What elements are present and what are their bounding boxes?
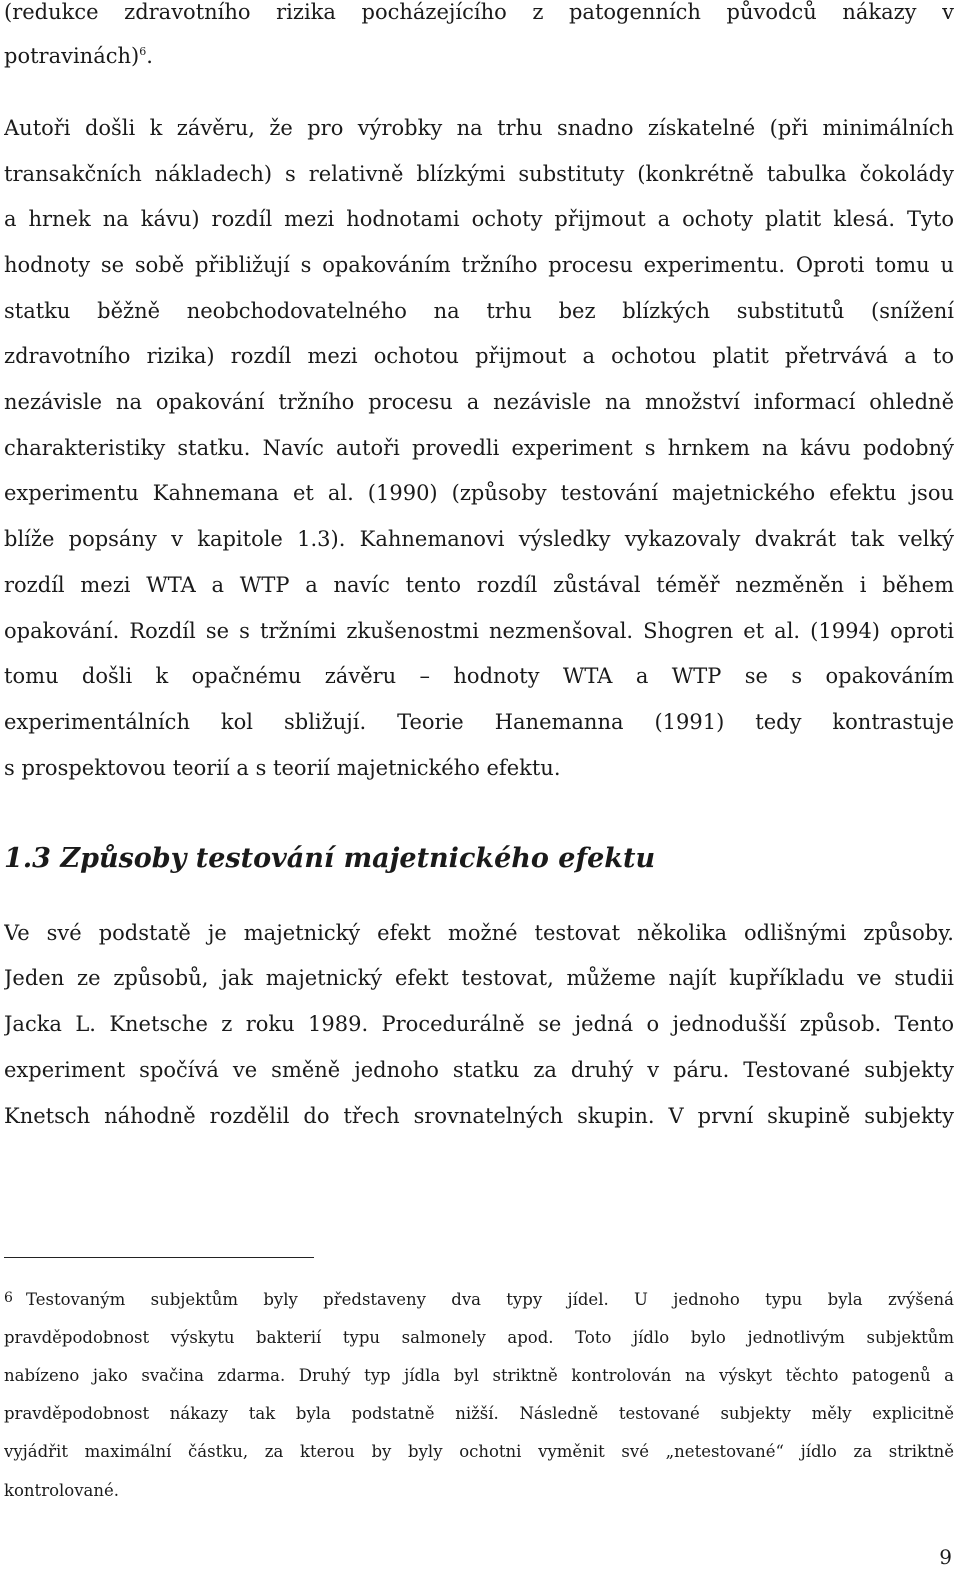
section-line: experiment spočívá ve směně jednoho statku za druhý v páru. Testované subjekty	[4, 1058, 954, 1082]
body-line: experimentu Kahnemana et al. (1990) (způsoby testování majetnického efektu jsou	[4, 481, 954, 505]
footnote-line	[4, 1290, 954, 1309]
body-line	[4, 44, 954, 68]
section-heading: 1.3 Způsoby testování majetnického efektu	[4, 843, 656, 874]
footnote-line: kontrolované.	[4, 1481, 120, 1500]
page-number: 9	[939, 1545, 952, 1569]
footnote-line: nabízeno jako svačina zdarma. Druhý typ jídla byl striktně kontrolován na výskyt těchto patogenů a	[4, 1366, 954, 1385]
section-line: Ve své podstatě je majetnický efekt možné testovat několika odlišnými způsoby.	[4, 921, 954, 945]
body-line: transakčních nákladech) s relativně blízkými substituty (konkrétně tabulka čokolády	[4, 162, 954, 186]
section-line: Jacka L. Knetsche z roku 1989. Procedurálně se jedná o jednodušší způsob. Tento	[4, 1012, 954, 1036]
body-line: rozdíl mezi WTA a WTP a navíc tento rozdíl zůstával téměř nezměněn i během	[4, 573, 954, 597]
body-line: experimentálních kol sbližují. Teorie Hanemanna (1991) tedy kontrastuje	[4, 710, 954, 734]
body-line: zdravotního rizika) rozdíl mezi ochotou přijmout a ochotou platit přetrvává a to	[4, 344, 954, 368]
body-line: s prospektovou teorií a s teorií majetnického efektu.	[4, 756, 561, 780]
footnote-line: pravděpodobnost výskytu bakterií typu salmonely apod. Toto jídlo bylo jednotlivým subjektům	[4, 1328, 954, 1347]
body-line-suffix: .	[146, 44, 153, 68]
footnote-separator	[4, 1257, 314, 1258]
footnote-line: pravděpodobnost nákazy tak byla podstatně nižší. Následně testované subjekty měly explicitně	[4, 1404, 954, 1423]
section-line: Knetsch náhodně rozdělil do třech srovnatelných skupin. V první skupině subjekty	[4, 1104, 954, 1128]
footnote-line-text: Testovaným subjektům byly představeny dva typy jídel. U jednoho typu byla zvýšená	[26, 1290, 954, 1309]
body-line: (redukce zdravotního rizika pocházejícího z patogenních původců nákazy v	[4, 0, 954, 24]
body-line: tomu došli k opačnému závěru – hodnoty WTA a WTP se s opakováním	[4, 664, 954, 688]
footnote-reference: 6	[139, 45, 147, 58]
body-line: a hrnek na kávu) rozdíl mezi hodnotami ochoty přijmout a ochoty platit klesá. Tyto	[4, 207, 954, 231]
body-line: statku běžně neobchodovatelného na trhu bez blízkých substitutů (snížení	[4, 299, 954, 323]
section-line: Jeden ze způsobů, jak majetnický efekt testovat, můžeme najít kupříkladu ve studii	[4, 966, 954, 990]
footnote-number: 6	[4, 1290, 13, 1306]
body-line: hodnoty se sobě přibližují s opakováním tržního procesu experimentu. Oproti tomu u	[4, 253, 954, 277]
footnote-line: vyjádřit maximální částku, za kterou by byly ochotni vyměnit své „netestované“ jídlo za striktně	[4, 1442, 954, 1461]
body-line: nezávisle na opakování tržního procesu a nezávisle na množství informací ohledně	[4, 390, 954, 414]
body-line: opakování. Rozdíl se s tržními zkušenostmi nezmenšoval. Shogren et al. (1994) oproti	[4, 619, 954, 643]
body-line: blíže popsány v kapitole 1.3). Kahnemanovi výsledky vykazovaly dvakrát tak velký	[4, 527, 954, 551]
body-line: Autoři došli k závěru, že pro výrobky na trhu snadno získatelné (při minimálních	[4, 116, 954, 140]
body-line: charakteristiky statku. Navíc autoři provedli experiment s hrnkem na kávu podobný	[4, 436, 954, 460]
body-line-text: potravinách)	[4, 44, 140, 68]
